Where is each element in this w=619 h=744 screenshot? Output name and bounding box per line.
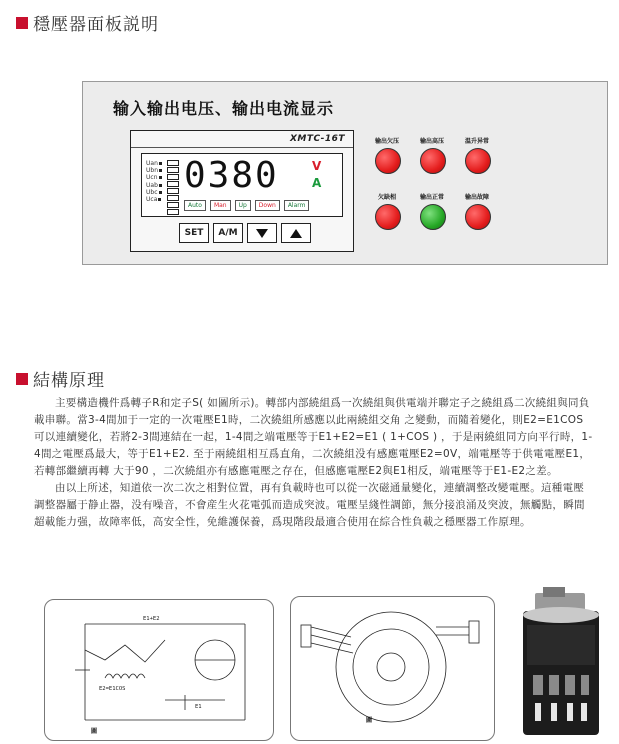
lamp-phase-loss — [375, 204, 401, 230]
label-output-undervoltage: 输出欠压 — [374, 138, 399, 145]
section-marker — [16, 17, 28, 29]
section-title-principle — [16, 366, 105, 391]
label-formula: E2=E1COS — [99, 686, 126, 692]
mode-man: Man — [210, 200, 231, 211]
meter-screen — [141, 153, 343, 217]
u-label-ab: Uab — [146, 182, 162, 189]
u-label-ca: Uca — [146, 196, 162, 203]
section-title-text: 穩壓器面板説明 — [33, 15, 159, 35]
stabilizer-photo-svg — [513, 585, 609, 740]
level-bar-graph — [167, 160, 179, 216]
principle-text — [34, 395, 594, 531]
voltage-channel-labels — [146, 160, 162, 203]
lamp-output-normal — [420, 204, 446, 230]
product-photo-stabilizer — [513, 585, 609, 740]
down-button[interactable] — [247, 223, 277, 243]
u-label-bc: Ubc — [146, 189, 162, 196]
label-phase-loss: 欠缺相 — [377, 194, 396, 201]
label-output-normal: 输出正常 — [419, 194, 444, 201]
up-button[interactable] — [281, 223, 311, 243]
meter-keypad — [179, 223, 311, 243]
lamp-temperature-abnormal — [465, 148, 491, 174]
auto-manual-button[interactable]: A/M — [213, 223, 243, 243]
u-label-bn: Ubn — [146, 167, 162, 174]
mode-indicator-row — [184, 200, 309, 211]
label-e1-plus-e2: E1+E2 — [143, 616, 160, 622]
arrow-up-icon — [290, 229, 302, 238]
figure-circuit-diagram — [44, 599, 274, 741]
unit-volt: V — [312, 159, 322, 173]
figure-rotor-stator — [290, 596, 495, 741]
panel-heading: 输入输出电压、输出电流显示 — [113, 99, 335, 118]
paragraph-2: 由以上所述，知道依一次二次之相對位置，再有負載時也可以從一次磁通量變化，連續調整改變電壓。這種電壓調整器屬于静止器，没有噪音，不會産生火花電弧而造成突波。電壓呈綫性調節，無分接浪涌及突波，無觸點，瞬間超載能力强，故障率低，高安全性，免維護保養，爲現階段最適合使用在綜合性負載之穩壓器工作原理。 — [34, 482, 585, 528]
stabilizer-panel — [82, 81, 608, 265]
set-button[interactable]: SET — [179, 223, 209, 243]
section-title-text: 結構原理 — [33, 371, 105, 391]
mode-up: Up — [235, 200, 251, 211]
mode-alarm: Alarm — [284, 200, 310, 211]
digital-readout: 0380 — [184, 155, 279, 196]
mode-down: Down — [255, 200, 280, 211]
label-e1: E1 — [195, 704, 202, 710]
rotor-stator-svg — [291, 597, 494, 740]
figure-caption: 圖 — [366, 717, 373, 724]
meter-display — [130, 130, 354, 252]
label-output-overvoltage: 输出高压 — [419, 138, 444, 145]
meter-divider — [131, 147, 353, 148]
unit-amp: A — [312, 176, 322, 190]
mode-auto: Auto — [184, 200, 206, 211]
u-label-an: Uan — [146, 160, 162, 167]
arrow-down-icon — [256, 229, 268, 238]
section-title-panel — [16, 10, 159, 35]
lamp-output-undervoltage — [375, 148, 401, 174]
label-temperature-abnormal: 温升异常 — [464, 138, 489, 145]
meter-model: XMTC-16T — [289, 134, 345, 144]
figure-caption: 圖 — [91, 728, 98, 735]
lamp-output-fault — [465, 204, 491, 230]
u-label-cn: Ucn — [146, 174, 162, 181]
label-output-fault: 输出故障 — [464, 194, 489, 201]
section-marker — [16, 373, 28, 385]
lamp-output-overvoltage — [420, 148, 446, 174]
paragraph-1: 主要構造機件爲轉子R和定子S( 如圖所示)。轉部内部繞組爲一次繞組與供電端并聯定子之繞組爲二次繞組與同負載串聯。當3-4間加于一定的一次電壓E1時，二次繞組所感應以此兩繞組交角 之變動，而隨着變化，則E2=E1COS 可以連續變化，若將2-3間連結在一起，1-4間之端電壓等于E1+E2=E1 ( 1+COS ) ，于是兩繞組同方向平行時，1-4間之電壓爲最大，等于E1+E2. 至于兩繞組相互爲直角，二次繞組没有感應電壓E2=0V，端電壓等于供電電壓E1，若轉部繼續再轉 大于90 ，二次繞組亦有感應電壓之存在，但感應電壓E2與E1相反，端電壓等于E1-E2之差。 — [34, 397, 593, 477]
